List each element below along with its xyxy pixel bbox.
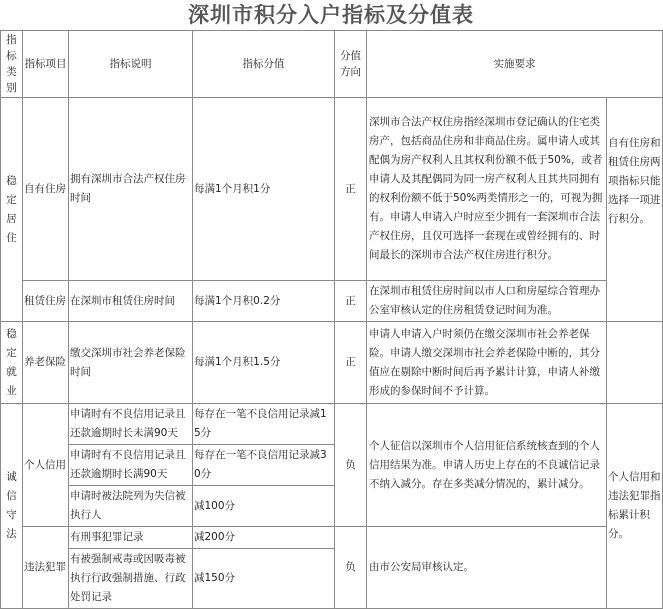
score-pension: 每满1个月积1.5分 (193, 322, 335, 404)
category-housing: 稳定居住 (1, 98, 23, 322)
direction-crime: 负 (335, 527, 367, 609)
requirement-pension: 申请人申请入户时须仍在缴交深圳市社会养老保险。申请人缴交深圳市社会养老保险中断的，其分值应在剔除中断时间后再予累计计算，申请人补缴形成的参保时间不予计算。 (367, 322, 607, 404)
direction-own-housing: 正 (335, 98, 367, 281)
category-integrity: 诚信守法 (1, 404, 23, 609)
note-employment (607, 322, 663, 404)
table-row (1, 98, 663, 281)
page-title: 深圳市积分入户指标及分值表 (188, 2, 474, 27)
header-direction: 分值方向 (335, 31, 367, 98)
direction-rent-housing: 正 (335, 281, 367, 322)
desc-own-housing: 拥有深圳市合法产权住房时间 (69, 98, 193, 281)
score-table (0, 30, 663, 609)
score-credit-3: 减100分 (193, 486, 335, 527)
header-score: 指标分值 (193, 31, 335, 98)
desc-credit-3: 申请时被法院列为失信被执行人 (69, 486, 193, 527)
desc-credit-1: 申请时有不良信用记录且还款逾期时长未满90天 (69, 404, 193, 445)
header-desc: 指标说明 (69, 31, 193, 98)
item-own-housing: 自有住房 (23, 98, 69, 281)
table-row (1, 281, 663, 322)
requirement-own-housing: 深圳市合法产权住房指经深圳市登记确认的住宅类房产，包括商品住房和非商品住房。属申请人或其配偶为房产权利人且其权利份额不低于50%，或者申请人及其配偶同为同一房产权利人且其共同拥有的权利份额不低于50%两类情形之一的，可视为拥有。申请人申请入户时应至少拥有一套深圳市合法产权住房，且仅可选择一套现在或曾经拥有的、时间最长的深圳市合法产权住房进行积分。 (367, 98, 607, 281)
desc-rent-housing: 在深圳市租赁住房时间 (69, 281, 193, 322)
header-item: 指标项目 (23, 31, 69, 98)
table-row (1, 527, 663, 549)
requirement-crime: 由市公安局审核认定。 (367, 527, 607, 609)
desc-credit-2: 申请时有不良信用记录且还款逾期时长满90天 (69, 445, 193, 486)
score-credit-2: 每存在一笔不良信用记录减30分 (193, 445, 335, 486)
note-integrity: 个人信用和违法犯罪指标累计积分。 (607, 404, 663, 609)
score-crime-2: 减150分 (193, 549, 335, 609)
header-requirement: 实施要求 (367, 31, 663, 98)
table-row (1, 404, 663, 445)
item-rent-housing: 租赁住房 (23, 281, 69, 322)
item-pension: 养老保险 (23, 322, 69, 404)
category-employment: 稳定就业 (1, 322, 23, 404)
item-credit: 个人信用 (23, 404, 69, 527)
requirement-credit: 个人征信以深圳市个人信用征信系统核查到的个人信用结果为准。申请人历史上存在的不良诚信记录不纳入减分。存在多类减分情况的，累计减分。 (367, 404, 607, 527)
note-housing: 自有住房和租赁住房两项指标只能选择一项进行积分。 (607, 98, 663, 322)
header-category: 指标类别 (1, 31, 23, 98)
desc-pension: 缴交深圳市社会养老保险时间 (69, 322, 193, 404)
header-row (1, 31, 663, 98)
score-credit-1: 每存在一笔不良信用记录减15分 (193, 404, 335, 445)
table-row (1, 322, 663, 404)
item-crime: 违法犯罪 (23, 527, 69, 609)
direction-credit: 负 (335, 404, 367, 527)
desc-crime-2: 有被强制戒毒或因吸毒被执行行政强制措施、行政处罚记录 (69, 549, 193, 609)
direction-pension: 正 (335, 322, 367, 404)
requirement-rent-housing: 在深圳市租赁住房时间以市人口和房屋综合管理办公室审核认定的住房租赁登记时间为准。 (367, 281, 607, 322)
score-rent-housing: 每满1个月积0.2分 (193, 281, 335, 322)
score-own-housing: 每满1个月积1分 (193, 98, 335, 281)
score-crime-1: 减200分 (193, 527, 335, 549)
desc-crime-1: 有刑事犯罪记录 (69, 527, 193, 549)
